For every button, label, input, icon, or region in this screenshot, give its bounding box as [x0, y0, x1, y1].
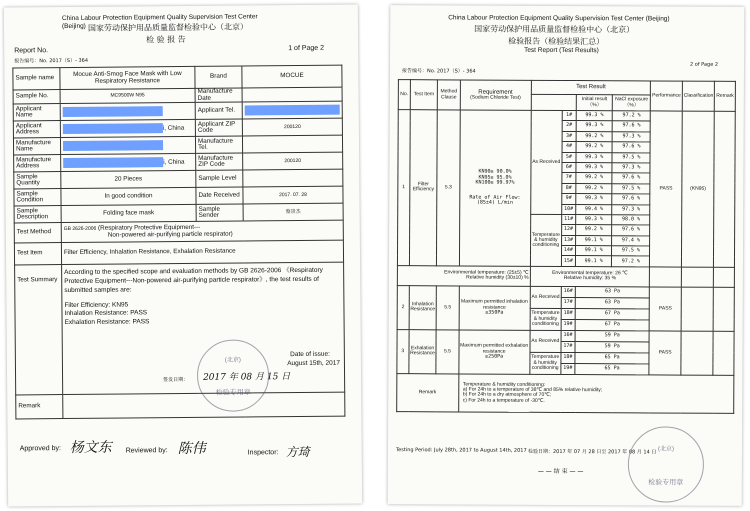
exhal-as-received: As Received	[530, 330, 561, 352]
exhal-remark	[713, 331, 734, 375]
exhal-req-limit: ≤250Pa	[485, 353, 504, 360]
sample-id: 16#	[561, 286, 575, 297]
initial-result: 99.3 %	[576, 121, 612, 132]
sample-id: 8#	[562, 183, 576, 193]
initial-result: 99.1 %	[575, 256, 611, 267]
sample-id: 1#	[562, 110, 576, 120]
approved-signature: 杨文东	[69, 439, 112, 456]
inhal-as-received: As Received	[530, 286, 561, 308]
exhal-row	[397, 329, 734, 342]
report-code: 报告编号：No. 2017（S）- 364	[401, 68, 476, 75]
remark-content	[458, 374, 734, 413]
exhal-value: 65 Pa	[575, 352, 649, 363]
exhal-req-text: Maximum permitted exhalation resistance	[460, 342, 529, 355]
initial-result: 99.3 %	[576, 214, 612, 225]
inhal-req-text: Maximum permitted inhalation resistance	[461, 298, 528, 311]
mfg-date-label: Manufacture Date	[195, 88, 242, 103]
applicant-address-label: Applicant Address	[13, 121, 60, 138]
filter-performance: PASS	[650, 111, 682, 267]
official-stamp	[197, 339, 270, 412]
sample-id: 17#	[561, 297, 575, 308]
sample-level-value	[243, 169, 343, 187]
inhal-value: 67 Pa	[575, 319, 649, 330]
center-name-cn: 国家劳动保护用品质量监督检验中心（北京）	[474, 24, 635, 35]
redaction-block	[63, 106, 163, 117]
flow-value: (85±4) L/min	[476, 199, 513, 207]
inhalation-rows	[397, 285, 734, 331]
filter-no: 1	[397, 110, 409, 266]
mfg-date-value	[242, 87, 342, 102]
sample-id: 13#	[561, 235, 575, 245]
applicant-address-suffix: i, China	[162, 124, 185, 133]
initial-result: 99.1 %	[576, 246, 612, 257]
nacl-result: 97.6 %	[612, 225, 650, 236]
col-remark-header: Remark	[715, 81, 736, 111]
env-humidity-row	[532, 276, 649, 282]
remark-b: b) For 24h to a dry atmosphere of 70℃;	[462, 391, 552, 399]
exhal-value: 59 Pa	[575, 341, 649, 352]
as-received-label: As Received	[530, 110, 562, 214]
sample-id: 10#	[562, 204, 576, 214]
stamp-text: 检验专用章	[215, 389, 251, 397]
exhal-item: Exhalation Resistance	[409, 330, 437, 374]
sample-id: 14#	[561, 246, 575, 256]
remark-title: Temperature & humidity conditioning:	[462, 381, 546, 388]
sign-date: 2017 年 08 月 15 日	[203, 372, 291, 384]
report-no-label: Report No.	[14, 47, 49, 55]
col-classification-header: Classification	[682, 81, 715, 111]
flow-label: Rate of Air Flow:	[469, 194, 521, 201]
col-item-header: Test Item	[410, 80, 438, 110]
nacl-result: 97.6 %	[613, 121, 651, 132]
brand-value: MOCUE	[242, 65, 342, 88]
report-title-en: Test Report (Test Results)	[524, 46, 599, 55]
initial-result: 99.2 %	[576, 173, 612, 184]
nacl-result: 97.6 %	[612, 173, 650, 184]
initial-result: 99.2 %	[576, 142, 612, 153]
sample-sender: 蔡崇杰	[243, 203, 343, 221]
env-temp-text-2: Environmental temperature:	[552, 270, 614, 277]
env-humidity-label: Relative humidity (30±10) %	[466, 274, 529, 282]
col-result-header: Test Result	[531, 80, 651, 95]
inhal-performance: PASS	[649, 287, 681, 331]
test-method-line2: Non-powered air-purifying particle respirator)	[107, 230, 233, 239]
initial-result: 99.3 %	[576, 152, 612, 163]
inhal-clause: 5.5	[437, 286, 459, 330]
report-title-cn: 检 验 报 告	[146, 34, 186, 45]
redaction-block	[245, 105, 340, 116]
requirement-subtitle: (Sodium Chloride Test)	[470, 94, 521, 101]
sub-blank	[531, 94, 576, 110]
summary-paragraph: According to the specified scope and evaluation methods by GB 2626-2006 《Respiratory Protective Equipment---Non-powered air-purifying particle respirator》, the test results of submitted samples are:	[64, 266, 323, 294]
applicant-address-cell	[60, 120, 195, 138]
sample-name: Mocue Anti-Smog Face Mask with Low Respiratory Resistance	[60, 66, 195, 89]
test-item-value: Filter Efficiency, Inhalation Resistance, Exhalation Resistance	[61, 240, 343, 264]
inhal-row	[397, 285, 734, 298]
nacl-header	[613, 95, 651, 111]
test-item-label: Test Item	[14, 243, 61, 265]
applicant-tel-label: Applicant Tel.	[195, 102, 242, 119]
test-summary-label: Test Summary	[15, 265, 63, 395]
sample-quantity: 20 Pieces	[61, 171, 196, 189]
test-method-cell	[61, 220, 343, 242]
filter-classification: (KN95)	[681, 111, 714, 267]
env-blank-2	[681, 267, 714, 287]
sample-id: 15#	[561, 256, 575, 266]
stamp-top-text: (北京)	[224, 357, 241, 364]
remark-c: c) For 24h to a temperature of -30℃.	[462, 397, 545, 404]
sample-id: 19#	[561, 319, 575, 330]
sample-id: 9#	[562, 194, 576, 204]
exhal-performance: PASS	[649, 331, 681, 375]
manufacture-zip-label: Manufacture ZIP Code	[196, 153, 243, 170]
env-req-cell	[397, 265, 530, 286]
remark-label: Remark	[397, 373, 459, 411]
brand-label: Brand	[195, 66, 242, 88]
nacl-result: 97.5 %	[612, 246, 650, 257]
nacl-result: 97.4 %	[612, 235, 650, 246]
exhal-classification	[681, 331, 714, 375]
test-method-label: Test Method	[14, 223, 61, 243]
env-blank-3	[714, 267, 735, 287]
inhal-value: 63 Pa	[575, 297, 649, 308]
env-humidity-value: 35 %	[604, 275, 617, 282]
sample-id: 5#	[562, 152, 576, 162]
nacl-result: 97.6 %	[612, 142, 650, 153]
initial-result: 99.3 %	[576, 194, 612, 205]
manufacture-zip: 200120	[243, 152, 343, 170]
issue-date-label: Date of issue:	[290, 350, 330, 359]
remark-a: a) For 24h to a temperature of 38℃ and 85% relative humidity;	[462, 386, 603, 394]
issue-date: August 15th, 2017	[287, 359, 340, 368]
nacl-result: 97.6 %	[612, 194, 650, 205]
report-title-cn: 检验报告（检验结果汇总）	[508, 36, 605, 47]
sample-id: 17#	[561, 341, 575, 352]
center-beijing: (Beijing)	[61, 22, 86, 31]
nacl-result: 97.2 %	[612, 256, 650, 267]
filter-remark	[714, 111, 735, 267]
col-performance-header: Performance	[651, 81, 683, 111]
filter-req-req1: KN90≥ 90.0%	[478, 168, 512, 176]
initial-result: 99.1 %	[576, 235, 612, 246]
redaction-block	[63, 157, 163, 168]
stamp-top-text: (北京)	[657, 446, 675, 453]
sample-id: 2#	[562, 121, 576, 131]
sample-condition: In good condition	[61, 188, 196, 206]
initial-unit: （%）	[587, 101, 602, 108]
summary-exhalation: Exhalation Resistance: PASS	[64, 318, 150, 327]
sample-no-label: Sample No.	[13, 90, 60, 105]
manufacture-address-cell	[61, 154, 196, 172]
end-mark: — — 结 束 — —	[537, 467, 584, 476]
sample-id: 18#	[561, 308, 575, 319]
exhalation-rows	[397, 329, 734, 375]
date-received-label: Date Received	[196, 187, 243, 204]
date-received: 2017. 07. 28	[243, 186, 343, 204]
nacl-result: 97.5 %	[612, 152, 650, 163]
initial-result: 99.2 %	[576, 131, 612, 142]
inspector-signature: 方琦	[285, 444, 310, 460]
sample-id: 4#	[562, 142, 576, 152]
sample-info-table	[12, 65, 345, 420]
env-temp-req: (25±5) ℃	[507, 269, 529, 276]
sample-condition-label: Sample Condition	[14, 189, 61, 206]
manufacture-name-label: Manufacture Name	[13, 138, 60, 155]
nacl-unit: （%）	[624, 101, 639, 108]
manufacture-tel-value	[242, 135, 342, 153]
manufacture-tel-label: Manufacture Tel.	[195, 136, 242, 153]
initial-result: 99.4 %	[576, 204, 612, 215]
sample-id: 7#	[562, 173, 576, 183]
sample-level-label: Sample Level	[196, 170, 243, 187]
testing-period-cn: 检验日期：2017 年 07 月 28 日至 2017 年 08 月 14 日	[527, 448, 657, 456]
sample-id: 12#	[561, 225, 575, 235]
redaction-block	[63, 140, 163, 151]
exhal-requirement	[458, 330, 529, 374]
page-number: 1 of Page 2	[288, 44, 325, 53]
nacl-label: NaCl exposure	[615, 96, 649, 103]
env-temp-value: 26 ℃	[615, 270, 628, 277]
inhal-item: Inhalation Resistance	[409, 286, 437, 330]
official-stamp	[628, 426, 704, 502]
initial-result: 99.2 %	[576, 183, 612, 194]
redaction-block	[63, 123, 163, 134]
stamp-text: 检验专用章	[648, 479, 684, 487]
exhal-value: 59 Pa	[575, 330, 649, 341]
sample-id: 19#	[561, 363, 575, 374]
initial-header	[576, 95, 612, 111]
col-requirement-header	[460, 80, 531, 110]
approved-by-label: Approved by:	[19, 445, 61, 453]
initial-result: 99.3 %	[576, 111, 612, 122]
inhal-remark	[714, 287, 735, 331]
sample-id: 16#	[561, 330, 575, 341]
env-value-cell	[530, 266, 650, 287]
nacl-result: 97.5 %	[612, 183, 650, 194]
env-humidity-text: Relative humidity:	[563, 275, 604, 282]
filter-clause: 5.3	[437, 110, 460, 266]
exhal-clause: 5.5	[436, 330, 458, 374]
initial-label: Initial result	[581, 96, 608, 103]
reviewed-by-label: Reviewed by:	[125, 447, 168, 455]
sample-quantity-label: Sample Quantity	[14, 172, 61, 189]
col-clause-header: Method Clause	[438, 80, 460, 110]
sample-id: 3#	[562, 131, 576, 141]
nacl-result: 98.0 %	[612, 215, 650, 226]
reviewed-signature: 陈伟	[177, 440, 206, 458]
manufacture-address-label: Manufacture Address	[14, 155, 61, 172]
inhal-classification	[681, 287, 714, 331]
sample-no: MC9500W N95	[60, 88, 195, 103]
sample-id: 6#	[562, 162, 576, 172]
conditioned-label: Temperature & humidity conditioning	[530, 214, 561, 266]
applicant-zip: 200120	[242, 118, 342, 136]
nacl-result: 97.3 %	[612, 132, 650, 143]
nacl-result: 97.3 %	[612, 163, 650, 174]
manufacture-name-cell	[60, 137, 195, 155]
summary-filter: Filter Efficiency: KN95	[64, 300, 129, 309]
center-name-en: China Labour Protection Equipment Quality Supervision Test Center (Beijing)	[448, 14, 670, 23]
sample-id: 18#	[561, 352, 575, 363]
filter-req-req2: KN95≥ 95.0%	[478, 174, 512, 181]
remark-label: Remark	[16, 395, 63, 419]
applicant-name-cell	[60, 103, 195, 121]
requirement-title: Requirement	[478, 89, 513, 96]
sample-id: 11#	[561, 214, 575, 224]
inhal-req-limit: ≤350Pa	[485, 309, 504, 316]
page-number: 2 of Page 2	[689, 61, 719, 68]
center-name-en: China Labour Protection Equipment Quality Supervision Test Center	[61, 13, 258, 23]
manufacture-address-suffix: i, China	[163, 158, 185, 167]
nacl-result: 97.2 %	[613, 111, 651, 122]
col-no-header: No.	[398, 80, 410, 110]
sample-name-label: Sample name	[13, 68, 60, 90]
testing-period: Testing Period: July 28th, 2017 to August 14th, 2017	[395, 447, 527, 454]
env-temp-text: Environmental temperature:	[444, 269, 506, 276]
initial-result: 99.3 %	[576, 163, 612, 174]
inhal-conditioned: Temperature & humidity conditioning	[530, 308, 561, 330]
inhal-requirement	[459, 286, 530, 330]
applicant-zip-label: Applicant ZIP Code	[195, 119, 242, 136]
inspector-label: Inspector:	[247, 449, 279, 457]
inhal-no: 2	[397, 285, 409, 329]
inhal-value: 67 Pa	[575, 308, 649, 319]
filter-item: Filter Efficiency	[409, 110, 438, 266]
filter-req-req3: KN100≥ 99.97%	[475, 179, 515, 186]
sample-description: Folding face mask	[61, 205, 196, 223]
applicant-name-label: Applicant Name	[13, 104, 60, 121]
exhal-no: 3	[397, 329, 409, 373]
report-code: 报告编号：No. 2017（S）- 364	[14, 57, 89, 65]
initial-result: 99.2 %	[576, 225, 612, 236]
exhal-conditioned: Temperature & humidity conditioning	[530, 352, 561, 374]
report-page-1	[4, 4, 362, 506]
test-method-line1: (Respiratory Protective Equipment---	[98, 223, 201, 232]
center-name-cn: 国家劳动保护用品质量监督检验中心（北京）	[87, 22, 249, 33]
sign-date-label: 签发日期：	[163, 377, 189, 384]
exhal-value: 65 Pa	[575, 363, 649, 374]
nacl-result: 97.3 %	[612, 204, 650, 215]
test-results-table	[396, 79, 736, 414]
filter-requirement	[459, 110, 531, 266]
filter-efficiency-rows	[397, 110, 735, 268]
report-page-2	[388, 5, 745, 506]
applicant-tel-cell	[242, 101, 342, 119]
sample-sender-label: Sample Sender	[196, 204, 243, 221]
sample-description-label: Sample Description	[14, 206, 61, 223]
env-blank-1	[650, 267, 682, 287]
summary-inhalation: Inhalation Resistance: PASS	[64, 309, 148, 318]
inhal-value: 63 Pa	[575, 286, 649, 297]
test-method-code: GB 2626-2006	[63, 225, 97, 233]
